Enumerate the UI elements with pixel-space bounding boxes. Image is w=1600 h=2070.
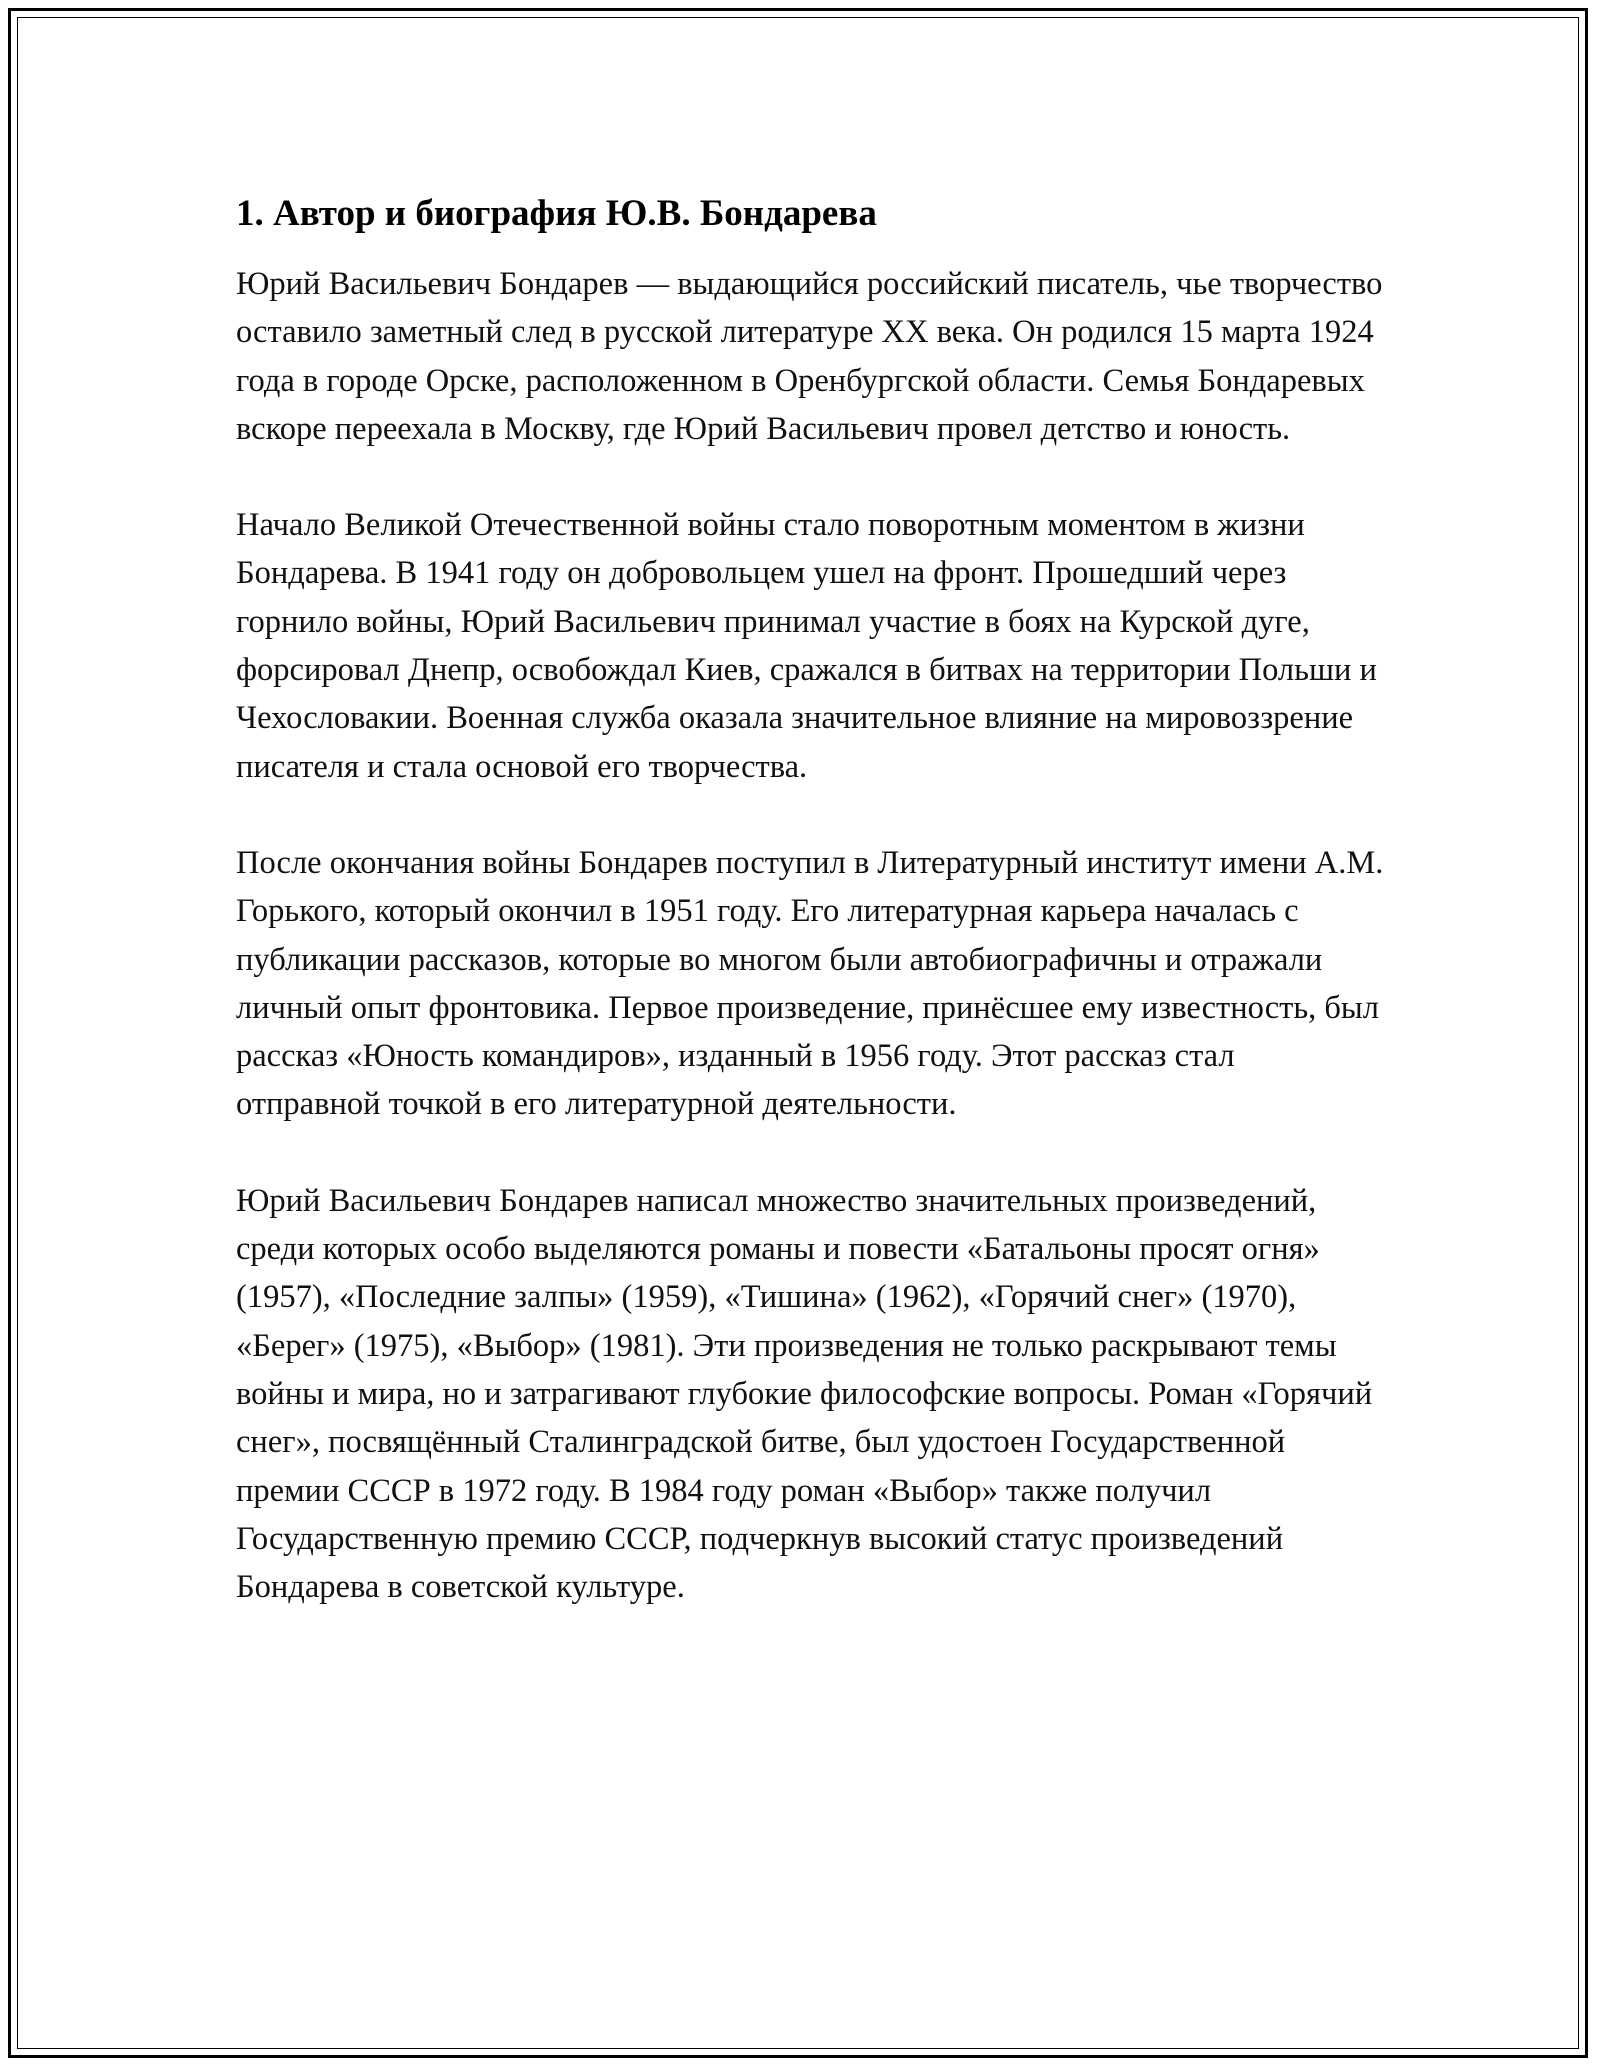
paragraph-3: После окончания войны Бондарев поступил в Литературный институт имени А.М. Горького, который окончил в 1951 году. Его литературная карьера началась с публикации рассказов, которые во многом были автобиографичны и отражали личный опыт фронтовика. Первое произведение, принёсшее ему известность, был рассказ «Юность командиров», изданный в 1956 году. Этот рассказ стал отправной точкой в его литературной деятельности. [236, 844, 1384, 1123]
paragraph-1: Юрий Васильевич Бондарев — выдающийся российский писатель, чье творчество оставило заметный след в русской литературе XX века. Он родился 15 марта 1924 года в городе Орске, расположенном в Оренбургской области. Семья Бондаревых вскоре переехала в Москву, где Юрий Васильевич провел детство и юность. [236, 266, 1383, 447]
paragraph-2: Начало Великой Отечественной войны стало поворотным моментом в жизни Бондарева. В 1941 году он добровольцем ушел на фронт. Прошедший через горнило войны, Юрий Васильевич принимал участие в боях на Курской дуге, форсировал Днепр, освобождал Киев, сражался в битвах на территории Польши и Чехословакии. Военная служба оказала значительное влияние на мировоззрение писателя и стала основой его творчества. [236, 507, 1377, 785]
document-body [236, 190, 1386, 1659]
section-heading: 1. Автор и биография Ю.В. Бондарева [236, 193, 877, 234]
paragraph-4: Юрий Васильевич Бондарев написал множество значительных произведений, среди которых особо выделяются романы и повести «Батальоны просят огня» (1957), «Последние залпы» (1959), «Тишина» (1962), «Горячий снег» (1970), «Берег» (1975), «Выбор» (1981). Эти произведения не только раскрывают темы войны и мира, но и затрагивают глубокие философские вопросы. Роман «Горячий снег», посвящённый Сталинградской битве, был удостоен Государственной премии СССР в 1972 году. В 1984 году роман «Выбор» также получил Государственную премию СССР, подчеркнув высокий статус произведений Бондарева в советской культуре. [236, 1182, 1373, 1606]
